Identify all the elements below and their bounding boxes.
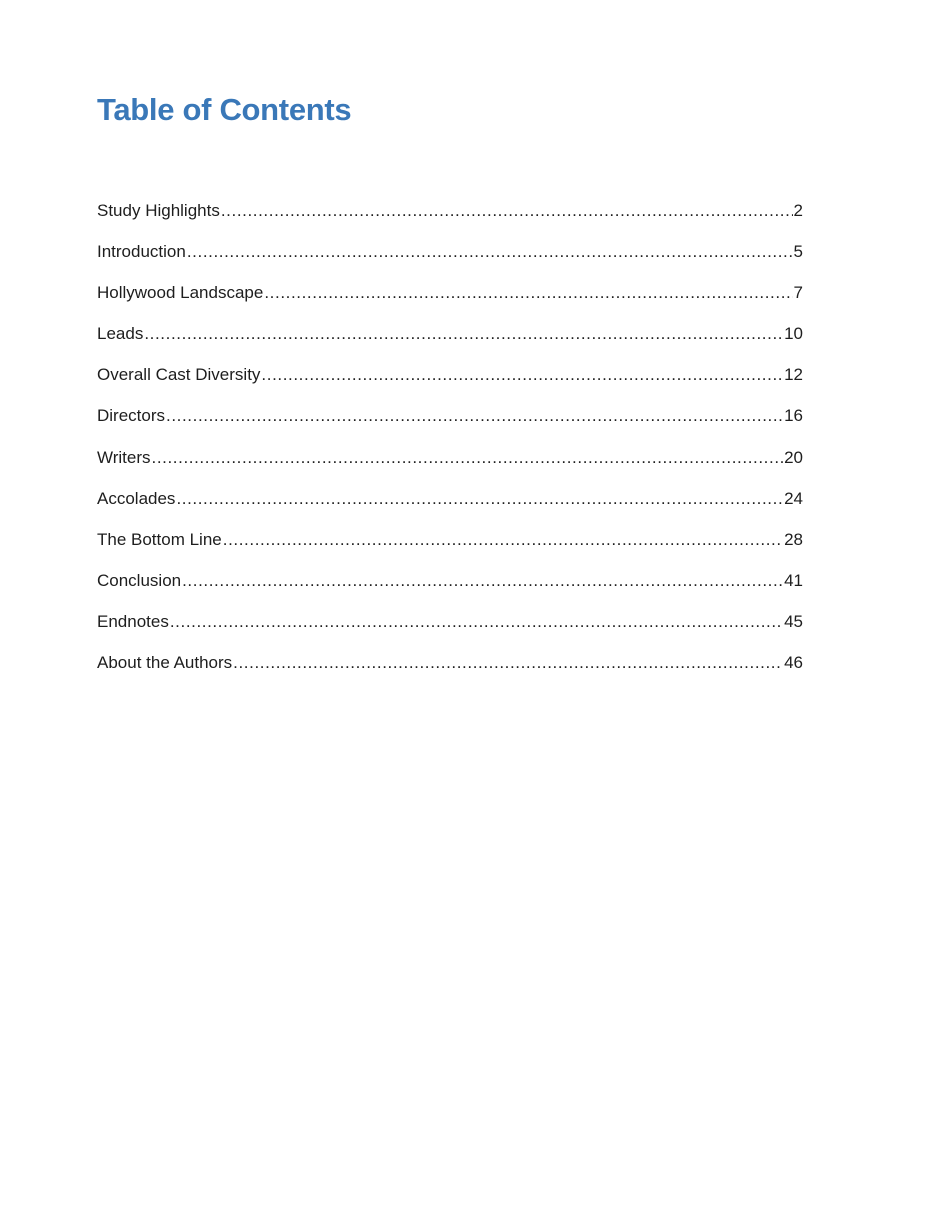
toc-entry-label: Directors	[97, 406, 166, 426]
dot-leader	[221, 198, 793, 224]
toc-entry-conclusion[interactable]	[97, 568, 803, 609]
dot-leader	[187, 239, 793, 265]
toc-entry-label: Leads	[97, 324, 144, 344]
toc-entry-label: Accolades	[97, 488, 176, 508]
toc-entry-page: 12	[784, 365, 803, 385]
dot-leader	[261, 362, 783, 388]
toc-entry-accolades[interactable]	[97, 486, 803, 527]
toc-entry-label: Writers	[97, 447, 151, 467]
toc-entry-about-the-authors[interactable]	[97, 650, 803, 691]
toc-entry-label: Hollywood Landscape	[97, 283, 264, 303]
dot-leader	[264, 280, 792, 306]
toc-entry-page: 20	[784, 447, 803, 467]
toc-entry-page: 7	[793, 283, 803, 303]
toc-entry-page: 16	[784, 406, 803, 426]
dot-leader	[144, 321, 783, 347]
toc-entry-the-bottom-line[interactable]	[97, 527, 803, 568]
toc-entry-writers[interactable]	[97, 445, 803, 486]
toc-entry-label: The Bottom Line	[97, 529, 222, 549]
dot-leader	[176, 486, 783, 512]
toc-entry-leads[interactable]	[97, 321, 803, 362]
toc-entry-page: 5	[793, 242, 803, 262]
toc-entry-label: Conclusion	[97, 570, 182, 590]
dot-leader	[233, 650, 783, 676]
dot-leader	[170, 609, 783, 635]
toc-entry-page: 24	[784, 488, 803, 508]
page-title: Table of Contents	[97, 92, 352, 127]
dot-leader	[223, 527, 783, 553]
dot-leader	[182, 568, 783, 594]
toc-entry-page: 41	[784, 570, 803, 590]
toc-entry-page: 2	[793, 201, 803, 220]
toc-entry-page: 10	[784, 324, 803, 344]
toc-entry-introduction[interactable]	[97, 239, 803, 280]
toc-entry-label: About the Authors	[97, 653, 233, 673]
toc-entry-directors[interactable]	[97, 403, 803, 444]
toc-entry-overall-cast-diversity[interactable]	[97, 362, 803, 403]
dot-leader	[166, 403, 783, 429]
toc-entry-hollywood-landscape[interactable]	[97, 280, 803, 321]
toc-entry-page: 28	[784, 529, 803, 549]
toc-entry-study-highlights[interactable]	[97, 198, 803, 239]
dot-leader	[152, 445, 784, 471]
toc-entry-label: Introduction	[97, 242, 186, 262]
toc-list	[97, 198, 803, 691]
toc-entry-page: 46	[784, 653, 803, 673]
toc-entry-page: 45	[784, 611, 803, 631]
toc-entry-endnotes[interactable]	[97, 609, 803, 650]
toc-entry-label: Endnotes	[97, 611, 169, 631]
toc-entry-label: Overall Cast Diversity	[97, 365, 261, 385]
toc-entry-label: Study Highlights	[97, 201, 220, 220]
